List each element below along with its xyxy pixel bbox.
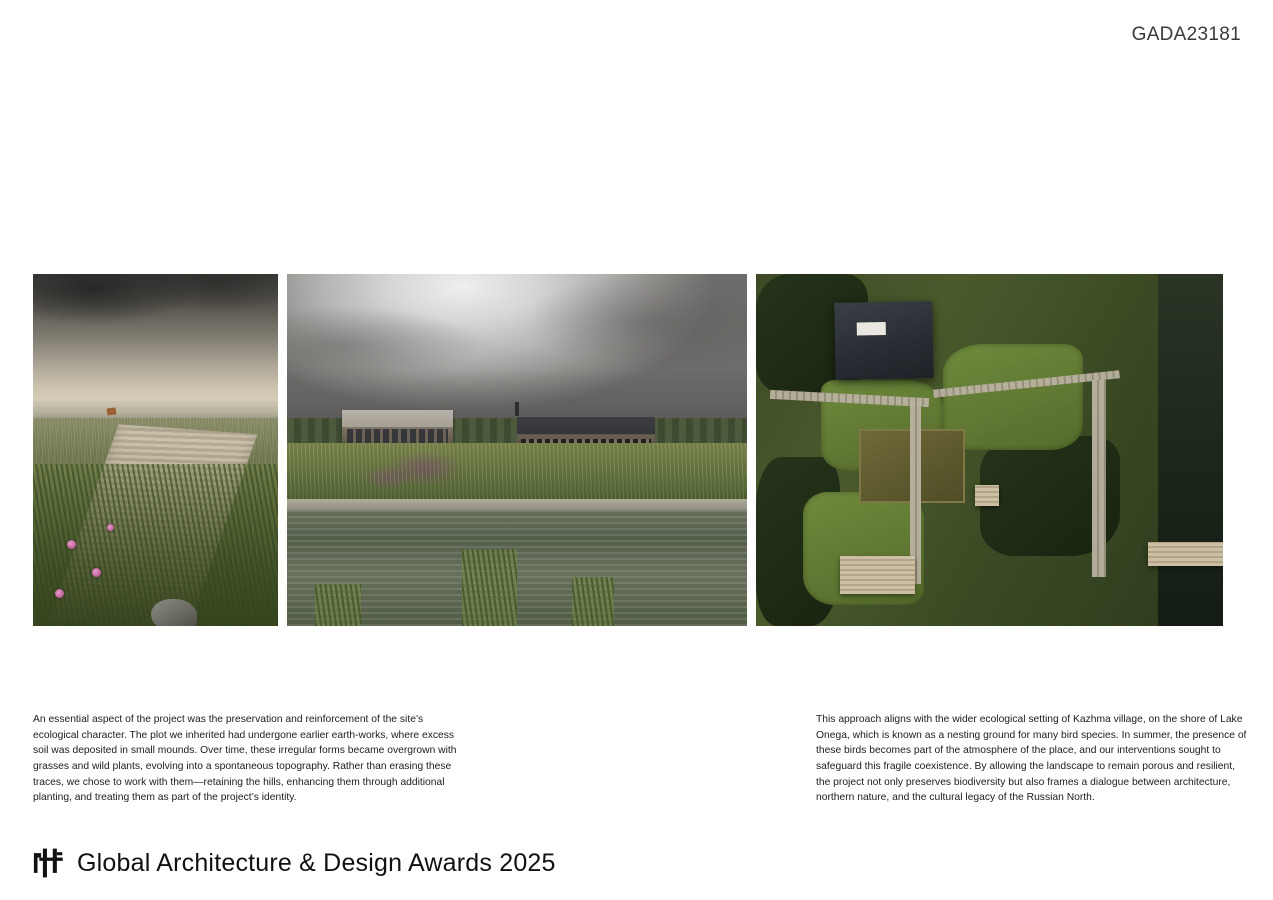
- timber-deck: [840, 556, 915, 595]
- footer: [33, 848, 556, 878]
- wildflower: [67, 540, 76, 549]
- stone-path: [1092, 380, 1106, 577]
- aerial-site-plan-photo: [756, 274, 1223, 626]
- wildflower: [92, 568, 101, 577]
- wildflower: [55, 589, 64, 598]
- image-gallery: [33, 274, 1241, 626]
- distant-chair: [106, 407, 116, 415]
- house-above-lake-photo: [287, 274, 747, 626]
- left-text-column: [33, 712, 465, 806]
- reed-clump: [462, 549, 517, 626]
- stone-volume: [342, 410, 452, 445]
- chimney: [515, 402, 519, 416]
- house-roof: [835, 301, 934, 380]
- rtf-logo-icon: [33, 848, 69, 878]
- jetty: [1148, 542, 1223, 567]
- wildflower: [107, 524, 114, 531]
- stormy-sky: [33, 274, 278, 408]
- entry-code: GADA23181: [1131, 24, 1241, 45]
- planted-bank: [287, 443, 747, 506]
- right-text-column: [816, 712, 1248, 806]
- reed-clump: [315, 584, 361, 626]
- lake-edge: [1158, 274, 1223, 626]
- foreground-boulder: [151, 599, 197, 626]
- right-paragraph: This approach aligns with the wider ecological setting of Kazhma village, on the shore of Lake Onega, which is known as a nesting ground for many bird species. In summer, the presence of these birds becomes part of the atmosphere of the place, and our interventions sought to safeguard this fragile coexistence. By allowing the landscape to remain porous and resilient, the project not only preserves biodiversity but also frames a dialogue between architecture, northern nature, and the cultural legacy of the Russian North.: [816, 714, 1247, 804]
- reed-clump: [572, 577, 613, 626]
- awards-title: Global Architecture & Design Awards 2025: [77, 848, 556, 877]
- left-paragraph: An essential aspect of the project was the preservation and reinforcement of the site’s ecological character. The plot we inherited had undergone earlier earth-works, where excess soil was deposited in small mounds. Over time, these irregular forms became overgrown with grasses and wild plants, evolving into a spontaneous topography. Rather than erasing these traces, we chose to work with them—retaining the hills, enhancing them through additional planting, and treating them as part of the project’s identity.: [33, 714, 457, 804]
- timber-deck: [975, 485, 998, 506]
- boardwalk-wetland-photo: [33, 274, 278, 626]
